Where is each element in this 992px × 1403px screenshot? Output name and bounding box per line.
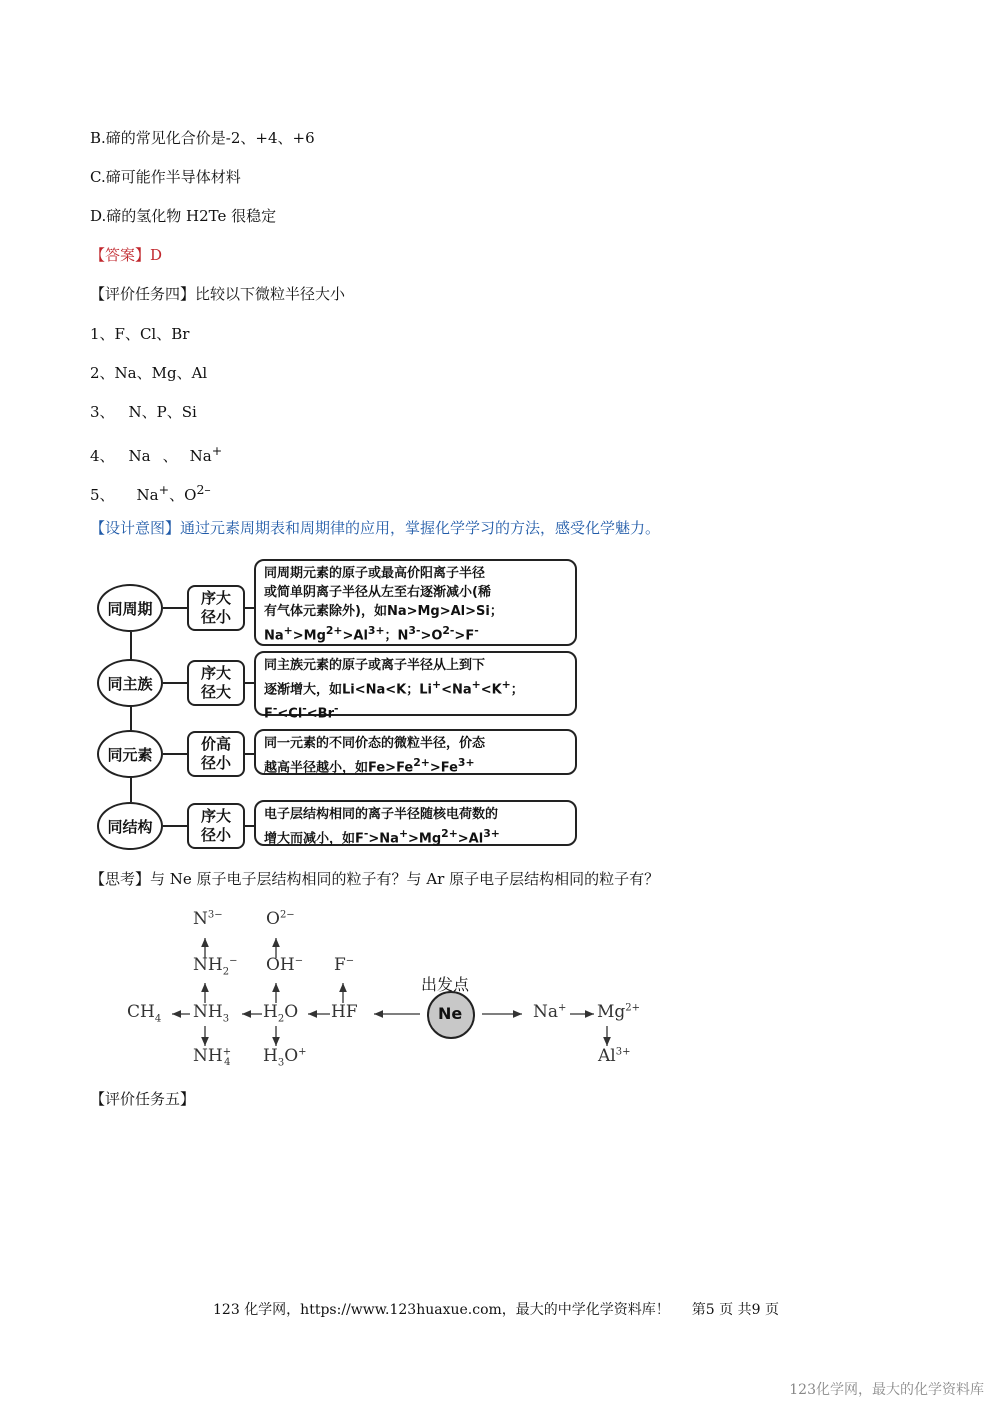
species-fminus: F− [334, 955, 355, 975]
species-hf: HF [331, 1002, 358, 1022]
rule-box-period: 同周期元素的原子或最高价阳离子半径 或简单阴离子半径从左至右逐渐减小(稀 有气体元素除外)，如Na>Mg>Al>Si； $Na^+>Mg^{2+}>Al^{3+}$；$N^{3-}>O^{2-}>F^-$ [254, 559, 577, 646]
option-d: D.碲的氢化物 H2Te 很稳定 [90, 207, 277, 225]
task4-item-4: 4、 Na 、 Na+ [90, 443, 223, 465]
species-mg2plus: $Mg^{2+}$ [597, 1002, 641, 1022]
species-nh3: $NH_3$ [193, 1002, 230, 1025]
start-label: 出发点 [421, 975, 470, 994]
species-h3oplus: $H_3O^+$ [263, 1046, 307, 1069]
species-h2o: $H_2O$ [263, 1002, 299, 1025]
page-footer: 123 化学网，https://www.123huaxue.com，最大的中学化学资料库！ 第5 页 共9 页 [213, 1302, 779, 1318]
rule-box-group: 同主族元素的原子或离子半径从上到下 逐渐增大，如Li<Na<K；Li+<Na+<K+； F-<Cl-<Br- [254, 651, 577, 716]
rule-pill-period: 序大 径小 [187, 585, 245, 631]
task4-item-2: 2、Na、Mg、Al [90, 364, 208, 382]
option-c: C.碲可能作半导体材料 [90, 168, 241, 186]
category-same-structure: 同结构 [97, 802, 163, 850]
task4-item-1: 1、F、Cl、Br [90, 325, 190, 343]
rule-pill-element: 价高 径小 [187, 731, 245, 777]
rule-pill-group: 序大 径大 [187, 660, 245, 706]
answer-line: 【答案】D [90, 246, 163, 264]
watermark: 123化学网，最大的化学资料库 [789, 1382, 984, 1398]
rule-box-structure: 电子层结构相同的离子半径随核电荷数的 增大而减小，如$F^->Na^+>Mg^{2+}>Al^{3+}$ [254, 800, 577, 846]
rule-box-element: 同一元素的不同价态的微粒半径，价态 越高半径越小，如$Fe>Fe^{2+}>Fe^{3+}$ [254, 729, 577, 775]
task4-item-3: 3、 N、P、Si [90, 403, 197, 421]
category-same-period: 同周期 [97, 584, 163, 632]
species-naplus: Na+ [533, 1002, 567, 1022]
species-nh4plus: $NH^+_4$ [193, 1046, 232, 1069]
task4-heading: 【评价任务四】比较以下微粒半径大小 [90, 285, 346, 303]
ne-center-label: Ne [438, 1004, 463, 1023]
task5-heading: 【评价任务五】 [90, 1090, 196, 1108]
task4-item-5: 5、 Na+、$O^{2-}$ [90, 482, 211, 504]
species-ohminus: OH− [266, 955, 304, 975]
rule-pill-structure: 序大 径小 [187, 803, 245, 849]
think-question: 【思考】与 Ne 原子电子层结构相同的粒子有？与 Ar 原子电子层结构相同的粒子有？ [90, 870, 660, 888]
species-al3plus: $Al^{3+}$ [598, 1046, 631, 1066]
option-b: B.碲的常见化合价是-2、+4、+6 [90, 129, 315, 147]
species-n3minus: $N^{3-}$ [193, 909, 223, 929]
category-same-group: 同主族 [97, 659, 163, 707]
species-nh2minus: $NH_2^-$ [193, 955, 238, 978]
design-intent: 【设计意图】通过元素周期表和周期律的应用，掌握化学学习的方法，感受化学魅力。 [90, 519, 661, 537]
species-o2minus: $O^{2-}$ [266, 909, 295, 929]
category-same-element: 同元素 [97, 730, 163, 778]
species-ch4: $CH_4$ [127, 1002, 162, 1025]
